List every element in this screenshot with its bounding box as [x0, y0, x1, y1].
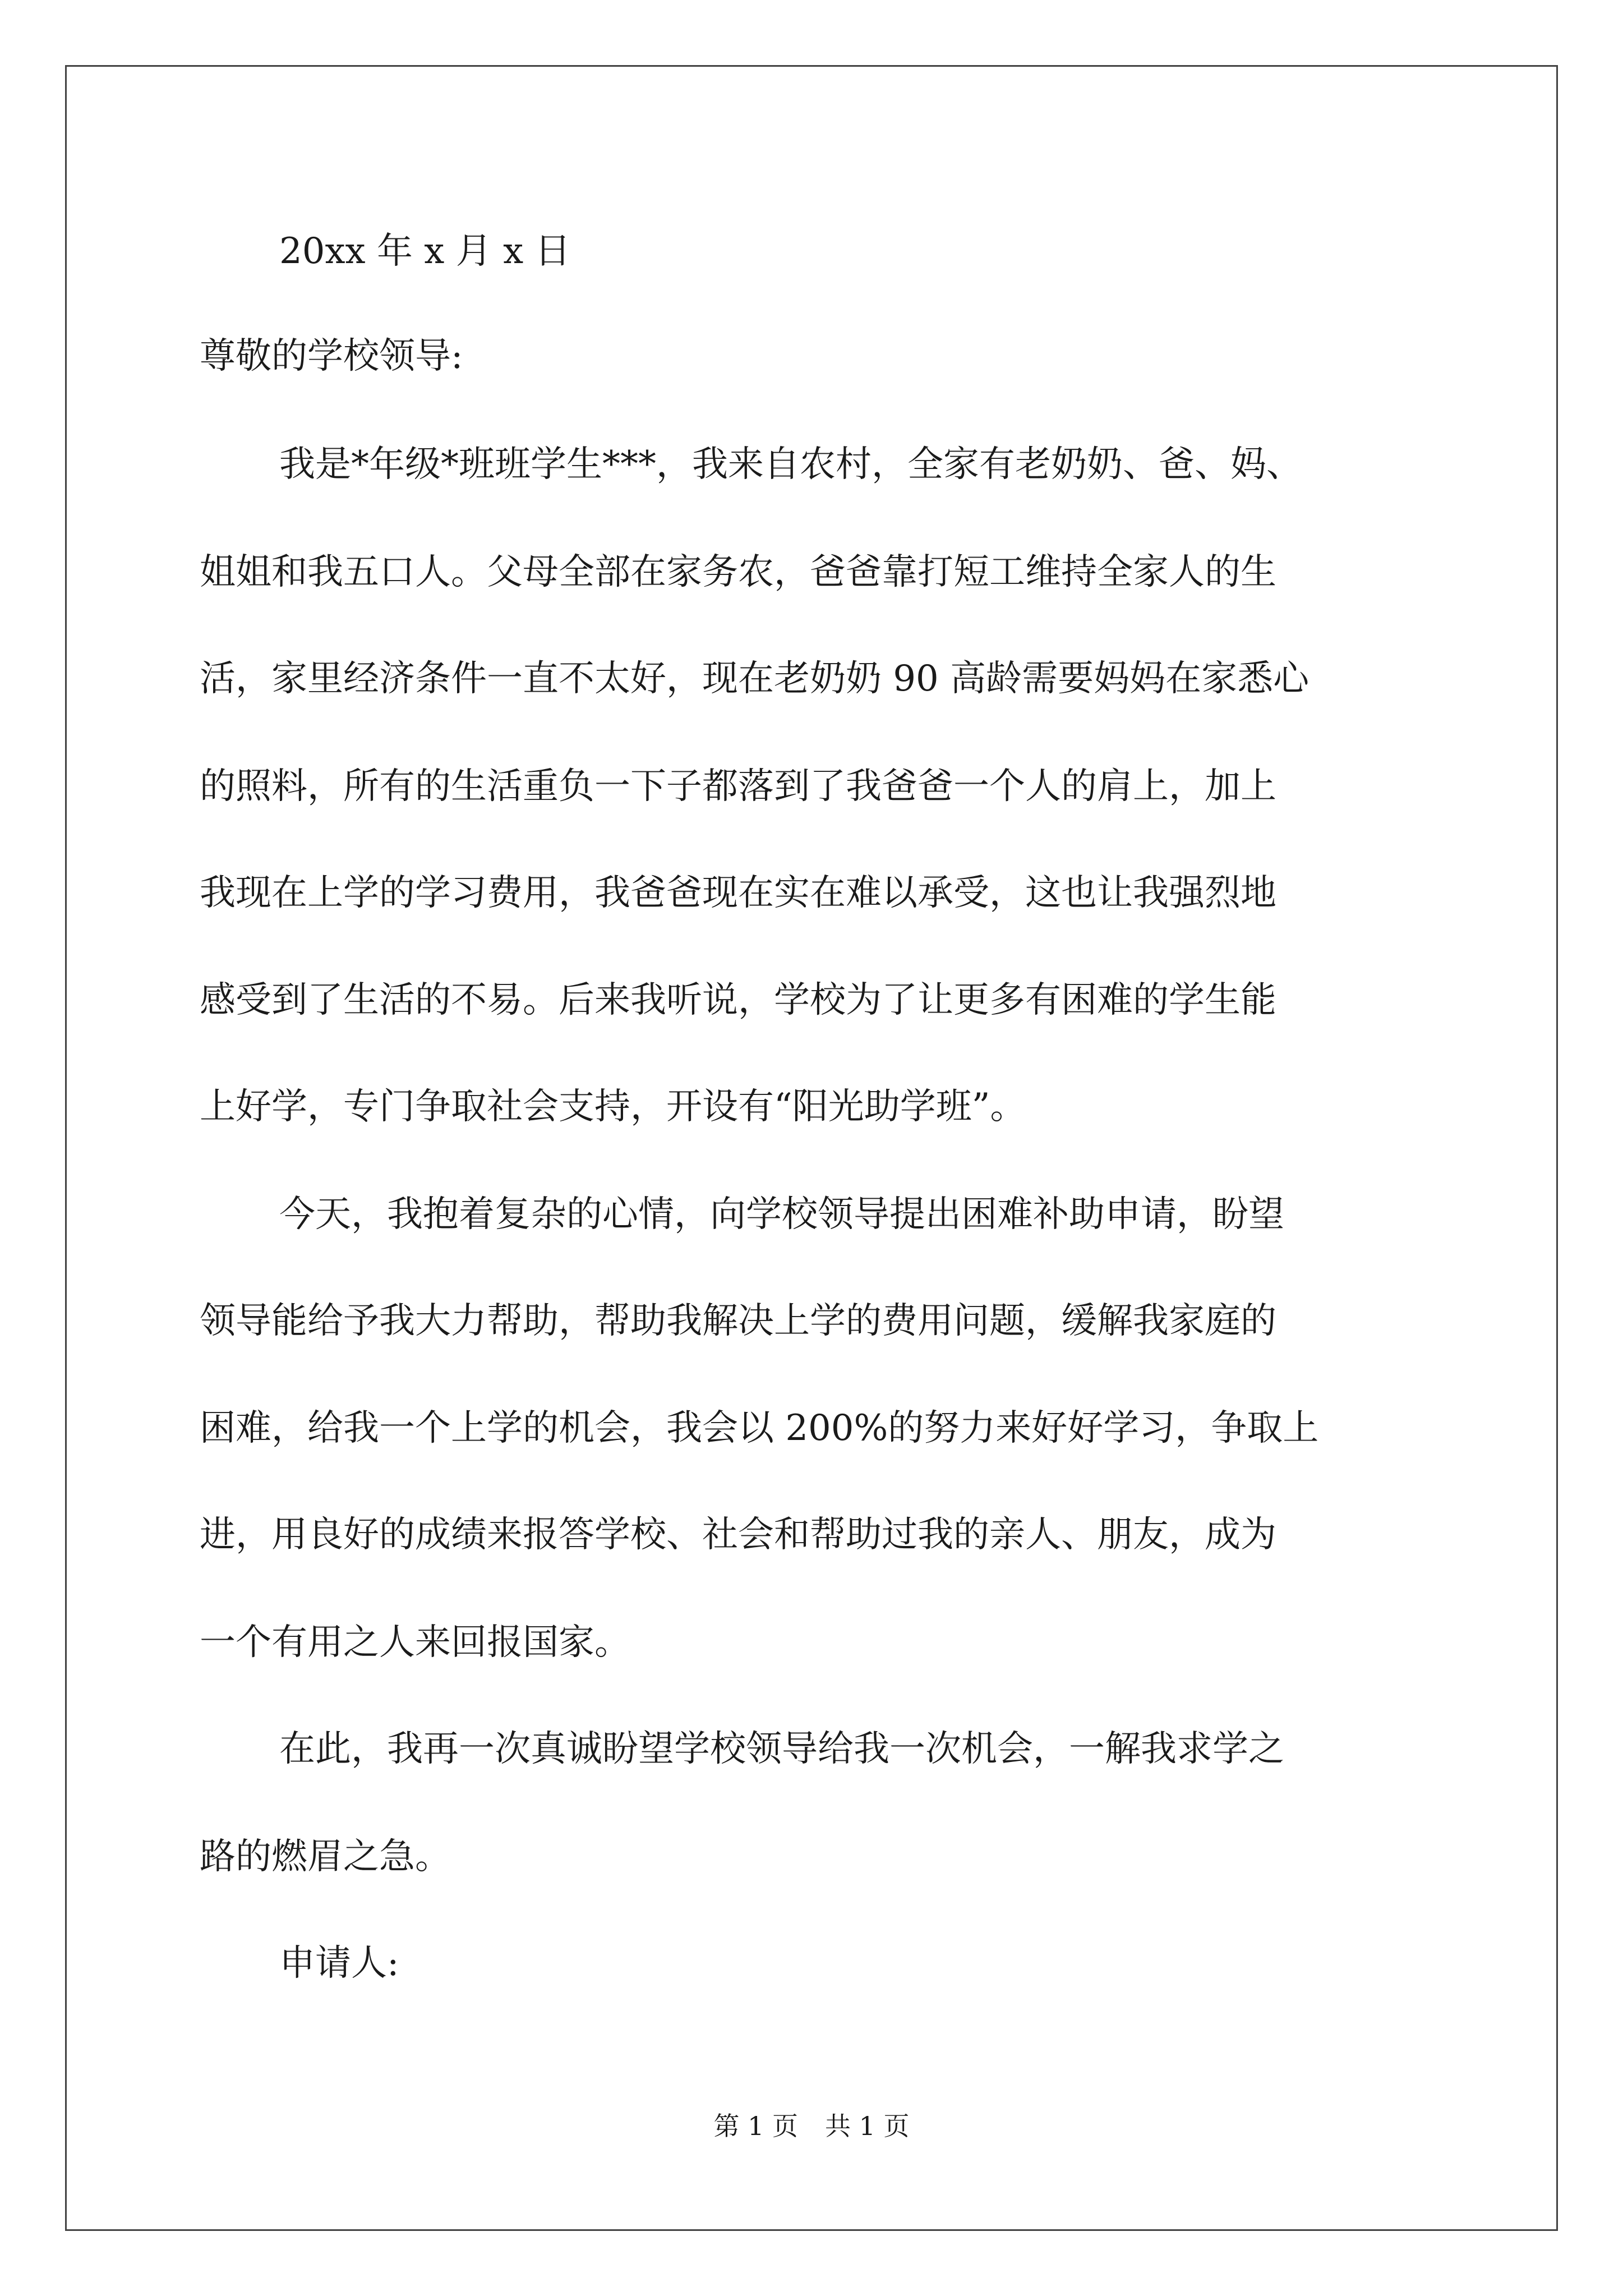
paragraph-1-line-2: 姐姐和我五口人。父母全部在家务农，爸爸靠打短工维持全家人的生 — [200, 551, 1276, 593]
paragraph-3-line-2: 路的燃眉之急。 — [200, 1836, 451, 1878]
page-border — [65, 65, 1558, 2231]
paragraph-2-line-4: 进，用良好的成绩来报答学校、社会和帮助过我的亲人、朋友，成为 — [200, 1514, 1276, 1556]
date-line: 20xx 年 x 月 x 日 — [279, 231, 571, 272]
paragraph-2-line-1: 今天，我抱着复杂的心情，向学校领导提出困难补助申请，盼望 — [279, 1194, 1284, 1235]
paragraph-3-line-1: 在此，我再一次真诚盼望学校领导给我一次机会，一解我求学之 — [279, 1728, 1284, 1770]
paragraph-1-line-7: 上好学，专门争取社会支持，开设有“阳光助学班”。 — [200, 1086, 1026, 1128]
salutation: 尊敬的学校领导: — [200, 335, 463, 377]
paragraph-2-line-2: 领导能给予我大力帮助，帮助我解决上学的费用问题，缓解我家庭的 — [200, 1300, 1276, 1342]
paragraph-1-line-5: 我现在上学的学习费用，我爸爸现在实在难以承受，这也让我强烈地 — [200, 872, 1276, 914]
paragraph-1-line-4: 的照料，所有的生活重负一下子都落到了我爸爸一个人的肩上，加上 — [200, 766, 1276, 807]
paragraph-1-line-1: 我是*年级*班班学生***，我来自农村，全家有老奶奶、爸、妈、 — [279, 444, 1302, 485]
page-footer — [0, 2110, 1623, 2142]
paragraph-1-line-6: 感受到了生活的不易。后来我听说，学校为了让更多有困难的学生能 — [200, 979, 1276, 1021]
paragraph-2-line-3: 困难，给我一个上学的机会，我会以 200%的努力来好好学习，争取上 — [200, 1407, 1319, 1449]
page-total: 共 1 页 — [825, 2111, 910, 2141]
page-number: 第 1 页 — [713, 2111, 798, 2141]
paragraph-2-line-5: 一个有用之人来回报国家。 — [200, 1622, 630, 1663]
signature-label: 申请人: — [279, 1943, 399, 1984]
paragraph-1-line-3: 活，家里经济条件一直不太好，现在老奶奶 90 高龄需要妈妈在家悉心 — [200, 658, 1310, 700]
